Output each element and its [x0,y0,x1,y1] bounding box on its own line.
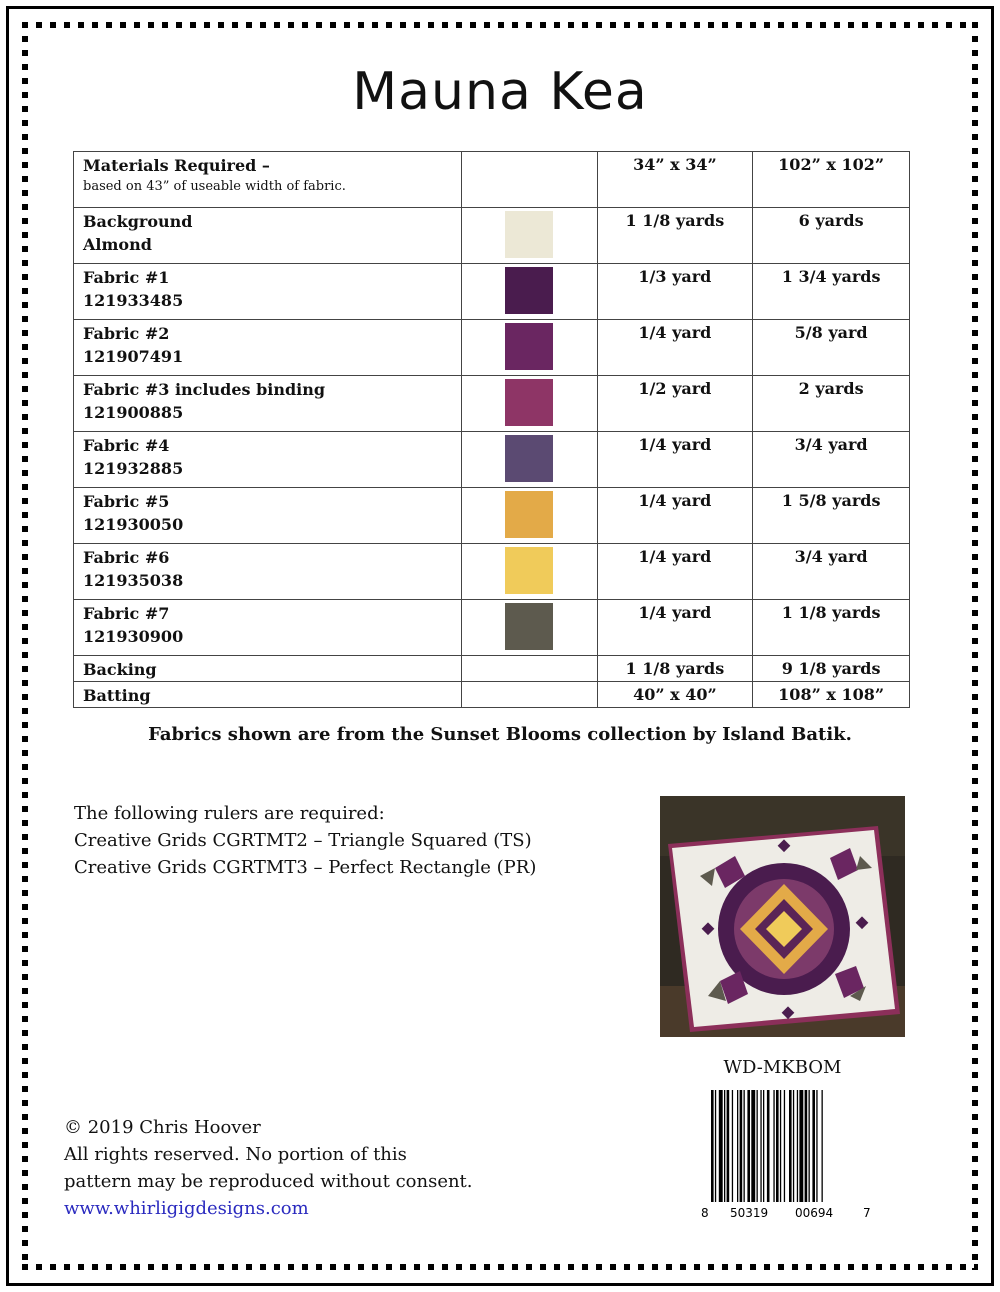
barcode-bar [740,1090,743,1202]
fabric-name: Fabric #4 [83,436,170,455]
fabric-swatch [505,379,553,426]
table-row [74,264,910,320]
barcode-bar [776,1090,779,1202]
batting-qty-b: 108” x 108” [778,685,885,704]
ruler-item: Creative Grids CGRTMT3 – Perfect Rectangle (PR) [74,857,537,878]
qty-large: 3/4 yard [794,435,868,454]
qty-large: 5/8 yard [794,323,868,342]
barcode-digit-4: 7 [863,1206,871,1220]
barcode-bar [797,1090,798,1202]
materials-header-cell [74,152,462,208]
barcode-bar [773,1090,774,1202]
barcode-bars [711,1090,823,1202]
table-header-row [74,152,910,208]
qty-small: 1/4 yard [638,547,712,566]
barcode-bar [809,1090,810,1202]
barcode-bar [816,1090,817,1202]
qty-large: 2 yards [798,379,864,398]
barcode-bar [812,1090,815,1202]
barcode-bar [727,1090,730,1202]
rulers-intro: The following rulers are required: [74,803,385,824]
barcode-bar [715,1090,716,1202]
fabric-code: 121933485 [83,291,184,310]
dashed-border-top [22,22,978,28]
fabric-code: 121930900 [83,627,184,646]
qty-small: 1 1/8 yards [625,211,725,230]
fabric-name: Fabric #7 [83,604,170,623]
fabric-swatch [505,323,553,370]
table-row [74,544,910,600]
fabric-swatch [505,547,553,594]
materials-header-label: Materials Required – [83,156,270,175]
table-row [74,376,910,432]
barcode-bar [732,1090,733,1202]
fabric-name: Fabric #1 [83,268,170,287]
qty-small: 1/4 yard [638,603,712,622]
qty-small: 1/3 yard [638,267,712,286]
qty-small: 1/4 yard [638,435,712,454]
backing-qty-b: 9 1/8 yards [781,659,881,678]
qty-large: 6 yards [798,211,864,230]
table-row [74,208,910,264]
barcode-bar [747,1090,750,1202]
rights-line: All rights reserved. No portion of this [64,1144,407,1165]
quilt-photo [660,796,905,1037]
fabric-code: 121935038 [83,571,184,590]
barcode-bar [744,1090,745,1202]
backing-qty-a: 1 1/8 yards [625,659,725,678]
barcode-bar [805,1090,808,1202]
size-a-header: 34” x 34” [597,152,753,208]
backing-label: Backing [83,660,157,679]
barcode-bar [737,1090,738,1202]
barcode-bar [760,1090,761,1202]
fabric-swatch [505,603,553,650]
barcode-bar [780,1090,781,1202]
qty-small: 1/4 yard [638,323,712,342]
qty-small: 1/2 yard [638,379,712,398]
fabric-rows [74,208,910,656]
barcode-digit-1: 8 [701,1206,709,1220]
barcode-bar [724,1090,725,1202]
barcode-bar [789,1090,792,1202]
size-b-header: 102” x 102” [753,152,910,208]
qty-large: 1 1/8 yards [781,603,881,622]
barcode-bar [751,1090,755,1202]
table-row-backing [74,656,910,682]
copyright-block [64,1114,473,1222]
fabric-swatch [505,491,553,538]
fabric-code: 121907491 [83,347,184,366]
barcode-bar [784,1090,785,1202]
barcode [697,1088,873,1221]
barcode-bar [763,1090,764,1202]
page-title: Mauna Kea [352,62,648,122]
fabric-swatch [505,267,553,314]
dashed-border-left [22,22,28,1270]
fabric-code: 121900885 [83,403,184,422]
copyright-line: © 2019 Chris Hoover [64,1117,261,1138]
materials-table [73,151,910,708]
dashed-border-bottom [22,1264,978,1270]
barcode-bar [711,1090,714,1202]
qty-large: 3/4 yard [794,547,868,566]
fabric-name: Background [83,212,193,231]
website-link[interactable]: www.whirligigdesigns.com [64,1198,309,1219]
barcode-bar [793,1090,794,1202]
sku-label: WD-MKBOM [723,1057,842,1078]
ruler-item: Creative Grids CGRTMT2 – Triangle Squared (TS) [74,830,532,851]
fabric-name: Fabric #2 [83,324,170,343]
batting-qty-a: 40” x 40” [633,685,717,704]
fabric-swatch [505,435,553,482]
table-row-batting [74,682,910,708]
table-row [74,432,910,488]
qty-large: 1 5/8 yards [781,491,881,510]
fabric-code: 121932885 [83,459,184,478]
materials-header-sublabel: based on 43” of useable width of fabric. [83,179,346,194]
barcode-bar [757,1090,758,1202]
table-row [74,600,910,656]
fabric-name: Fabric #6 [83,548,170,567]
table-row [74,320,910,376]
barcode-bar [767,1090,770,1202]
batting-label: Batting [83,686,151,705]
fabric-code: Almond [83,235,152,254]
table-row [74,488,910,544]
barcode-bar [822,1090,823,1202]
fabric-code: 121930050 [83,515,184,534]
barcode-digits-3: 00694 [795,1206,834,1220]
fabric-name: Fabric #5 [83,492,170,511]
fabric-name: Fabric #3 includes binding [83,380,326,399]
qty-large: 1 3/4 yards [781,267,881,286]
qty-small: 1/4 yard [638,491,712,510]
collection-note: Fabrics shown are from the Sunset Blooms collection by Island Batik. [148,724,852,745]
dashed-border-right [972,22,978,1270]
swatch-header-cell [462,152,597,208]
fabric-swatch [505,211,553,258]
rulers-section [74,800,536,881]
barcode-bar [719,1090,723,1202]
consent-line: pattern may be reproduced without consent. [64,1171,473,1192]
barcode-digits-2: 50319 [730,1206,769,1220]
barcode-bar [799,1090,803,1202]
